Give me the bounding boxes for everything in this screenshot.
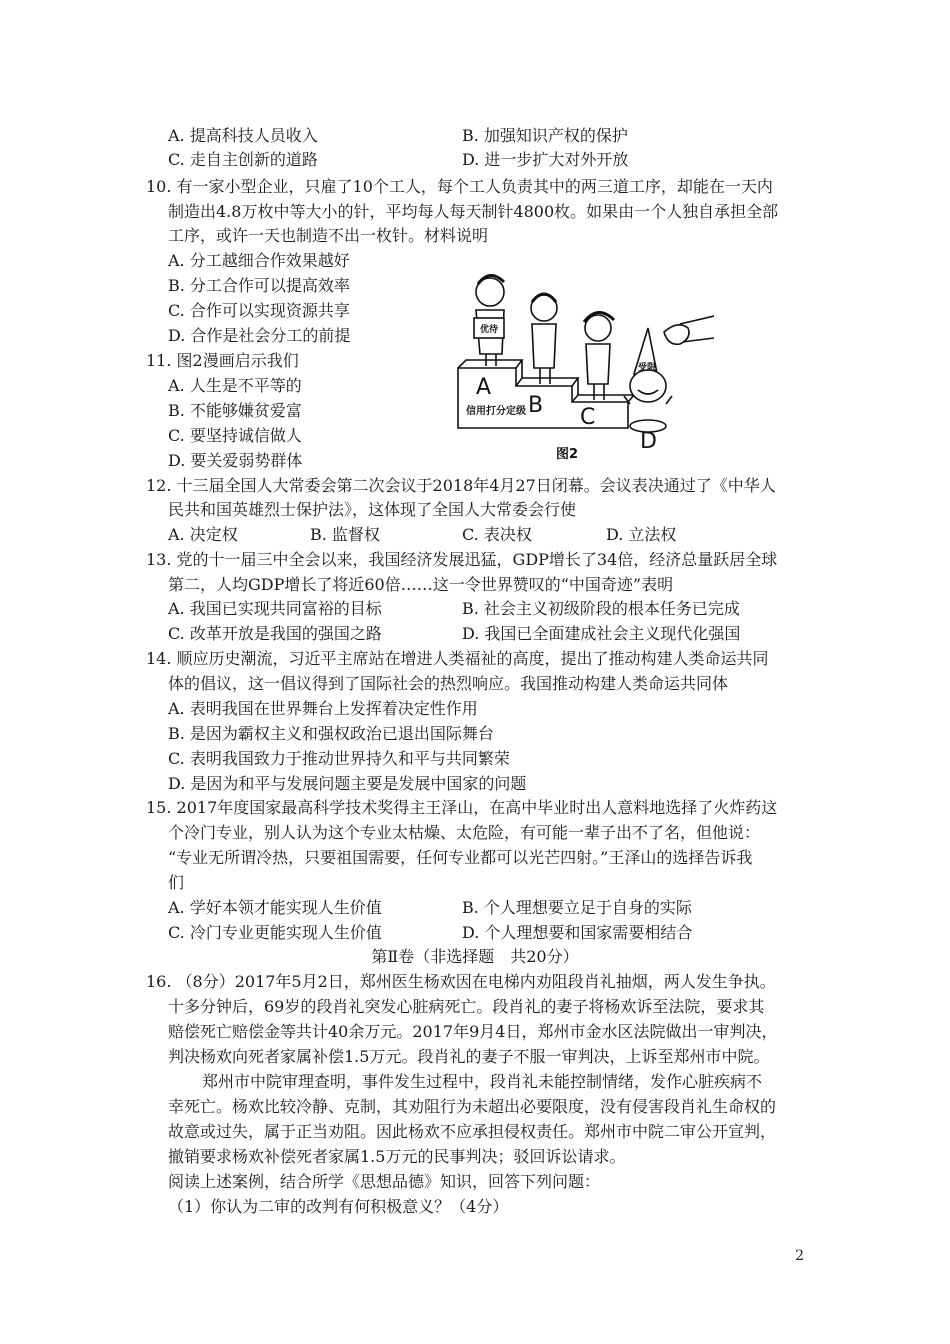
q11-option-a: A. 人生是不平等的 (168, 376, 302, 395)
q16-line-5: 郑州市中院审理查明，事件发生过程中，段肖礼未能控制情绪，发作心脏疾病不 (202, 1072, 763, 1091)
credit-rating-cartoon (452, 258, 714, 466)
figure-caption: 图2 (556, 447, 579, 462)
q16-line-1: 16. （8分）2017年5月2日，郑州医生杨欢因在电梯内劝阻段肖礼抽烟，两人发生争执。 (146, 972, 776, 991)
q15-option-b: B. 个人理想要立足于自身的实际 (462, 898, 692, 917)
q9-option-b: B. 加强知识产权的保护 (462, 126, 628, 145)
q15-stem-line-4: 们 (168, 873, 185, 892)
q11-option-c: C. 要坚持诚信做人 (168, 426, 302, 445)
q15-option-c: C. 冷门专业更能实现人生价值 (168, 923, 382, 942)
q13-option-c: C. 改革开放是我国的强国之路 (168, 624, 382, 643)
q10-stem-line-3: 工序，或许一天也制造不出一枚针。材料说明 (168, 226, 489, 245)
q15-option-d: D. 个人理想要和国家需要相结合 (462, 923, 693, 942)
q16-instruction: 阅读上述案例，结合所学《思想品德》知识，回答下列问题： (168, 1172, 601, 1191)
q13-option-d: D. 我国已全面建成社会主义现代化强国 (462, 624, 741, 643)
q10-option-c: C. 合作可以实现资源共享 (168, 301, 350, 320)
q14-option-c: C. 表明我国致力于推动世界持久和平与共同繁荣 (168, 749, 510, 768)
q10-stem-line-2: 制造出4.8万枚中等大小的针，平均每人每天制针4800枚。如果由一个人独自承担全部 (168, 202, 779, 221)
q13-stem-line-2: 第二，人均GDP增长了将近60倍……这一令世界赞叹的“中国奇迹”表明 (168, 575, 674, 594)
q11-option-b: B. 不能够嫌贫爱富 (168, 401, 302, 420)
q12-option-d: D. 立法权 (606, 525, 677, 544)
level-d-label: D (640, 429, 657, 454)
q16-line-2: 十多分钟后，69岁的段肖礼突发心脏病死亡。段肖礼的妻子将杨欢诉至法院，要求其 (168, 997, 765, 1016)
q10-option-d: D. 合作是社会分工的前提 (168, 326, 351, 345)
q14-option-a: A. 表明我国在世界舞台上发挥着决定性作用 (168, 699, 478, 718)
q16-line-3: 赔偿死亡赔偿金等共计40余万元。2017年9月4日，郑州市金水区法院做出一审判决， (168, 1022, 778, 1041)
section-2-title: 第Ⅱ卷（非选择题 共20分） (371, 947, 579, 966)
level-a-label: A (476, 375, 492, 400)
q10-stem-line-1: 10. 有一家小型企业，只雇了10个工人，每个工人负责其中的两三道工序，却能在一天内 (146, 177, 773, 196)
q16-line-6: 幸死亡。杨欢比较冷静、克制，其劝阻行为未超出必要限度，没有侵害段肖礼生命权的 (168, 1097, 777, 1116)
q12-stem-line-1: 12. 十三届全国人大常委会第二次会议于2018年4月27日闭幕。会议表决通过了《中华人 (146, 476, 776, 495)
q9-option-d: D. 进一步扩大对外开放 (462, 150, 629, 169)
q16-line-4: 判决杨欢向死者家属补偿1.5万元。段肖礼的妻子不服一审判决，上诉至郑州市中院。 (168, 1047, 770, 1066)
q14-option-d: D. 是因为和平与发展问题主要是发展中国家的问题 (168, 774, 527, 793)
q14-stem-line-2: 体的倡议，这一倡议得到了国际社会的热烈响应。我国推动构建人类命运共同体 (168, 674, 729, 693)
q10-option-b: B. 分工合作可以提高效率 (168, 276, 350, 295)
q12-stem-line-2: 民共和国英雄烈士保护法》，这体现了全国人大常委会行使 (168, 500, 577, 519)
q10-option-a: A. 分工越细合作效果越好 (168, 251, 350, 270)
level-b-label: B (528, 393, 544, 418)
q15-stem-line-2: 个冷门专业，别人认为这个专业太枯燥、太危险，有可能一辈子出不了名，但他说： (168, 823, 761, 842)
q12-option-c: C. 表决权 (462, 525, 532, 544)
q9-option-a: A. 提高科技人员收入 (168, 126, 318, 145)
q12-option-a: A. 决定权 (168, 525, 238, 544)
q12-option-b: B. 监督权 (310, 525, 380, 544)
q16-line-7: 故意或过失，属于正当劝阻。因此杨欢不应承担侵权责任。郑州市中院二审公开宣判， (168, 1122, 777, 1141)
q15-stem-line-3: “专业无所谓冷热，只要祖国需要，任何专业都可以光芒四射。”王泽山的选择告诉我 (168, 848, 753, 867)
q14-option-b: B. 是因为霸权主义和强权政治已退出国际舞台 (168, 724, 494, 743)
q11-option-d: D. 要关爱弱势群体 (168, 451, 303, 470)
q15-stem-line-1: 15. 2017年度国家最高科学技术奖得主王泽山，在高中毕业时出人意料地选择了火炸药这 (146, 798, 778, 817)
q11-stem: 11. 图2漫画启示我们 (146, 351, 299, 370)
page-number: 2 (795, 1248, 804, 1264)
q13-option-a: A. 我国已实现共同富裕的目标 (168, 599, 382, 618)
q14-stem-line-1: 14. 顺应历史潮流，习近平主席站在增进人类福祉的高度，提出了推动构建人类命运共同 (146, 649, 769, 668)
q13-stem-line-1: 13. 党的十一届三中全会以来，我国经济发展迅猛，GDP增长了34倍，经济总量跃居全球 (146, 550, 778, 569)
q13-option-b: B. 社会主义初级阶段的根本任务已完成 (462, 599, 740, 618)
credit-rating-step-label: 信用打分定级 (466, 406, 526, 417)
q16-line-8: 撤销要求杨欢补偿死者家属1.5万元的民事判决；驳回诉讼请求。 (168, 1147, 626, 1166)
q9-option-c: C. 走自主创新的道路 (168, 150, 318, 169)
q16-subquestion-1: （1）你认为二审的改判有何积极意义？（4分） (168, 1197, 509, 1216)
sign-excellent-label: 优待 (480, 325, 499, 335)
q15-option-a: A. 学好本领才能实现人生价值 (168, 898, 382, 917)
sign-restricted-label: 受限 (638, 363, 657, 373)
level-c-label: C (580, 405, 596, 430)
